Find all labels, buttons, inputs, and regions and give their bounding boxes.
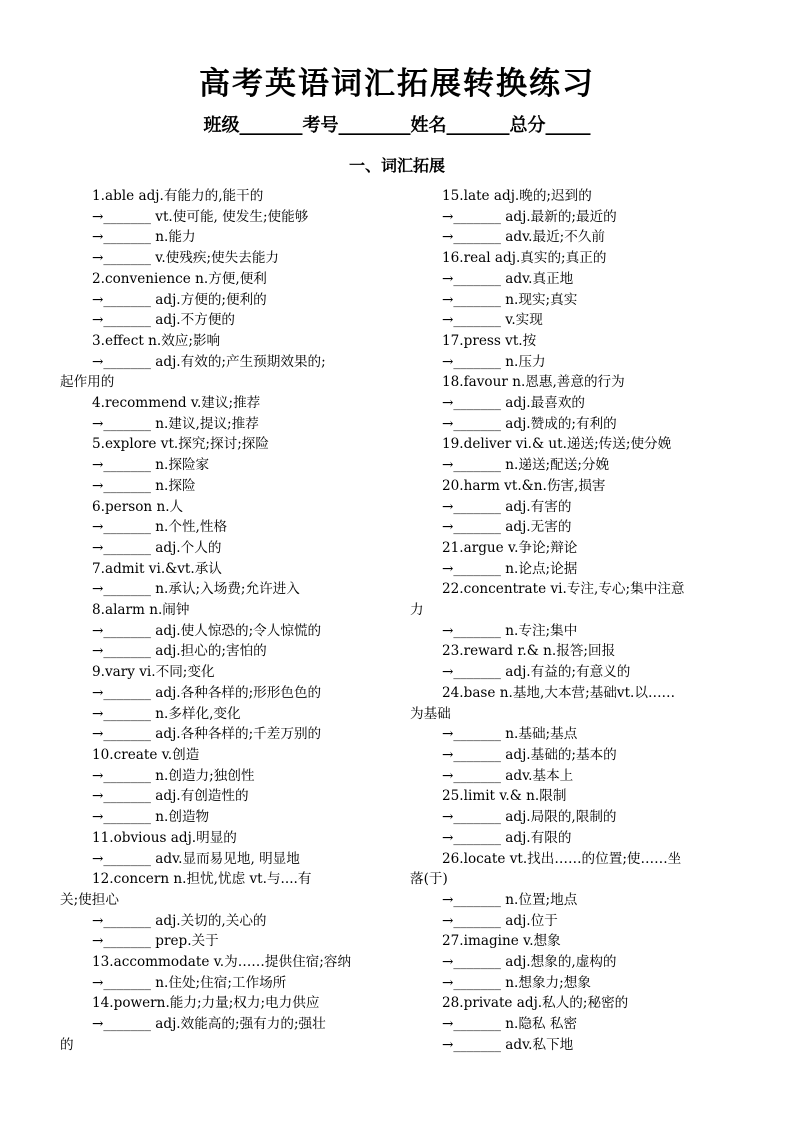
vocab-blank-item[interactable]: →_______ adj.有创造性的: [92, 788, 249, 805]
vocab-continuation: 的: [60, 1036, 74, 1053]
vocab-blank-item[interactable]: →_______ adv.真正地: [442, 270, 574, 287]
vocab-blank-item[interactable]: →_______ adj.位于: [442, 912, 558, 929]
vocab-blank-item[interactable]: →_______ adj.有限的: [442, 829, 572, 846]
vocab-blank-item[interactable]: →_______ n.递送;配送;分娩: [442, 457, 610, 474]
vocab-headword: 3.effect n.效应;影响: [92, 332, 221, 349]
vocab-headword: 21.argue v.争论;辩论: [442, 539, 578, 556]
vocab-blank-item[interactable]: →_______ v.实现: [442, 312, 543, 329]
vocab-headword: 10.create v.创造: [92, 746, 200, 763]
vocab-blank-item[interactable]: →_______ adv.私下地: [442, 1036, 574, 1053]
vocab-continuation: 起作用的: [60, 374, 115, 391]
vocab-blank-item[interactable]: →_______ adj.使人惊恐的;令人惊慌的: [92, 622, 322, 639]
vocab-headword: 17.press vt.按: [442, 332, 537, 349]
vocab-headword: 6.person n.人: [92, 498, 184, 515]
vocab-blank-item[interactable]: →_______ n.住处;住宿;工作场所: [92, 974, 287, 991]
vocab-headword: 27.imagine v.想象: [442, 933, 561, 950]
vocab-headword: 4.recommend v.建议;推荐: [92, 395, 261, 412]
vocab-blank-item[interactable]: →_______ adv.基本上: [442, 767, 574, 784]
vocab-headword: 18.favour n.恩惠,善意的行为: [442, 374, 625, 391]
vocab-blank-item[interactable]: →_______ n.探险: [92, 477, 196, 494]
vocab-blank-item[interactable]: →_______ n.隐私 私密: [442, 1016, 578, 1033]
vocab-blank-item[interactable]: →_______ n.承认;入场费;允许进入: [92, 581, 300, 598]
vocab-headword: 1.able adj.有能力的,能干的: [92, 188, 264, 204]
vocab-blank-item[interactable]: →_______ adj.想象的,虚构的: [442, 954, 617, 971]
vocab-headword: 12.concern n.担忧,忧虑 vt.与....有: [92, 871, 312, 888]
vocab-blank-item[interactable]: →_______ n.专注;集中: [442, 622, 578, 639]
vocab-blank-item[interactable]: →_______ adv.最近;不久前: [442, 229, 606, 246]
vocab-blank-item[interactable]: →_______ adj.各种各样的;千差万别的: [92, 726, 322, 743]
vocab-blank-item[interactable]: →_______ adj.赞成的;有利的: [442, 415, 617, 432]
vocab-headword: 19.deliver vi.& ut.递送;传送;使分娩: [442, 436, 672, 453]
vocab-blank-item[interactable]: →_______ adj.最新的;最近的: [442, 208, 617, 225]
vocab-blank-item[interactable]: →_______ prep.关于: [92, 933, 219, 950]
vocab-headword: 22.concentrate vi.专注,专心;集中注意: [442, 581, 685, 598]
right-column: [410, 186, 740, 1056]
vocab-headword: 28.private adj.私人的;秘密的: [442, 995, 629, 1012]
vocab-continuation: 落(于): [410, 871, 448, 888]
vocab-blank-item[interactable]: →_______ adj.关切的,关心的: [92, 912, 267, 929]
vocab-blank-item[interactable]: →_______ adj.各种各样的;形形色色的: [92, 684, 322, 701]
vocab-blank-item[interactable]: →_______ adv.显而易见地, 明显地: [92, 850, 300, 867]
vocab-blank-item[interactable]: →_______ adj.局限的,限制的: [442, 809, 617, 826]
vocab-blank-item[interactable]: →_______ adj.无害的: [442, 519, 572, 536]
vocab-blank-item[interactable]: →_______ adj.基础的;基本的: [442, 746, 617, 763]
vocab-blank-item[interactable]: →_______ adj.效能高的;强有力的;强壮: [92, 1016, 326, 1033]
vocab-continuation: 力: [410, 602, 424, 619]
vocab-headword: 8.alarm n.闹钟: [92, 602, 190, 619]
vocab-headword: 9.vary vi.不同;变化: [92, 664, 215, 681]
vocab-blank-item[interactable]: →_______ adj.有益的;有意义的: [442, 664, 631, 681]
vocab-headword: 13.accommodate v.为……提供住宿;容纳: [92, 954, 352, 971]
vocab-blank-item[interactable]: →_______ vt.使可能, 使发生;使能够: [92, 208, 309, 225]
vocab-headword: 11.obvious adj.明显的: [92, 829, 237, 846]
vocab-blank-item[interactable]: →_______ n.现实;真实: [442, 291, 578, 308]
vocab-headword: 2.convenience n.方便,便利: [92, 270, 267, 287]
vocab-blank-item[interactable]: →_______ n.位置;地点: [442, 891, 578, 908]
vocab-blank-item[interactable]: →_______ n.能力: [92, 229, 196, 246]
vocab-continuation: 关;使担心: [60, 891, 119, 908]
student-info-line: 班级_______考号________姓名_______总分_____: [203, 115, 591, 136]
vocab-blank-item[interactable]: →_______ n.创造力;独创性: [92, 767, 255, 784]
vocab-headword: 23.reward r.& n.报答;回报: [442, 643, 616, 660]
vocab-blank-item[interactable]: →_______ v.使残疾;使失去能力: [92, 250, 280, 267]
vocab-blank-item[interactable]: →_______ adj.个人的: [92, 539, 222, 556]
vocab-blank-item[interactable]: →_______ adj.方便的;便利的: [92, 291, 267, 308]
vocab-blank-item[interactable]: →_______ n.多样化,变化: [92, 705, 241, 722]
vocab-blank-item[interactable]: →_______ n.探险家: [92, 457, 210, 474]
vocab-headword: 24.base n.基地,大本营;基础vt.以……: [442, 684, 676, 701]
vocab-blank-item[interactable]: →_______ adj.有害的: [442, 498, 572, 515]
vocab-blank-item[interactable]: →_______ adj.最喜欢的: [442, 395, 586, 412]
vocab-headword: 14.powern.能力;力量;权力;电力供应: [92, 995, 320, 1012]
vocab-headword: 5.explore vt.探究;探讨;探险: [92, 436, 269, 453]
vocab-blank-item[interactable]: →_______ n.个性,性格: [92, 519, 228, 536]
vocab-blank-item[interactable]: →_______ n.想象力;想象: [442, 974, 591, 991]
vocab-headword: 15.late adj.晚的;迟到的: [442, 188, 592, 204]
vocab-headword: 26.locate vt.找出……的位置;使……坐: [442, 850, 682, 867]
left-column: [60, 186, 386, 1056]
section-title: 一、词汇拓展: [348, 156, 445, 175]
vocab-blank-item[interactable]: →_______ adj.担心的;害怕的: [92, 643, 267, 660]
vocab-continuation: 为基础: [410, 705, 451, 722]
vocab-blank-item[interactable]: →_______ n.论点;论据: [442, 560, 578, 577]
vocab-blank-item[interactable]: →_______ n.基础;基点: [442, 726, 578, 743]
worksheet-title: 高考英语词汇拓展转换练习: [199, 66, 595, 102]
vocab-blank-item[interactable]: →_______ adj.有效的;产生预期效果的;: [92, 353, 326, 370]
vocab-headword: 7.admit vi.&vt.承认: [92, 560, 222, 577]
vocab-headword: 20.harm vt.&n.伤害,损害: [442, 477, 606, 494]
vocab-blank-item[interactable]: →_______ adj.不方便的: [92, 312, 236, 329]
vocab-blank-item[interactable]: →_______ n.创造物: [92, 809, 210, 826]
vocab-blank-item[interactable]: →_______ n.压力: [442, 353, 546, 370]
vocab-blank-item[interactable]: →_______ n.建议,提议;推荐: [92, 415, 259, 432]
vocab-headword: 25.limit v.& n.限制: [442, 788, 567, 805]
vocab-headword: 16.real adj.真实的;真正的: [442, 250, 607, 267]
